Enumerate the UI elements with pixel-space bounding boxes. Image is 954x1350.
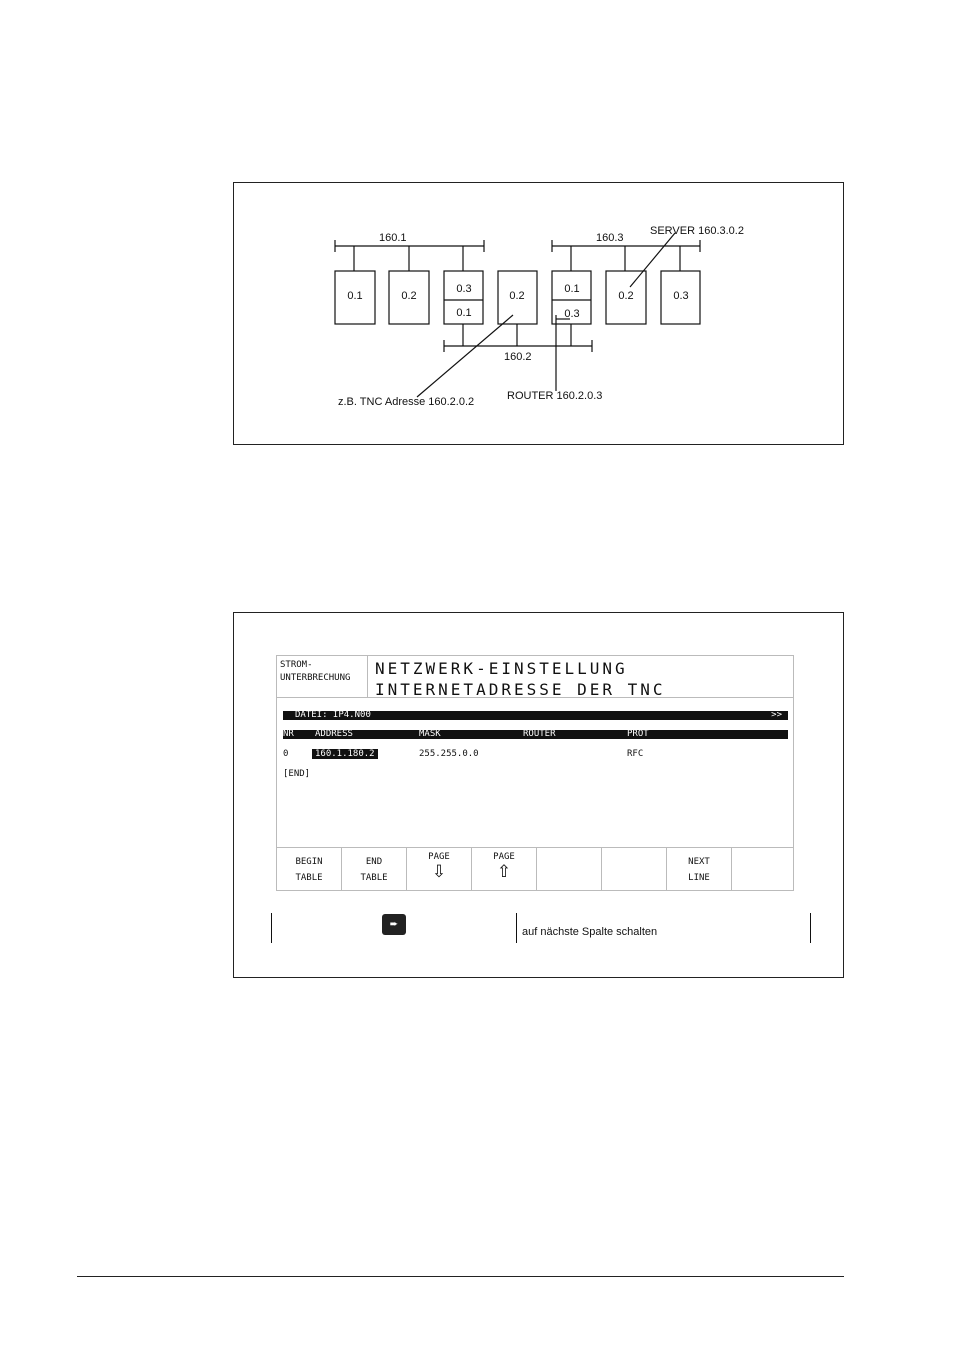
cell-mask[interactable]: 255.255.0.0 <box>419 749 479 759</box>
softkey-bar <box>276 847 794 891</box>
softkey-label: LINE <box>688 873 710 883</box>
arrow-right-icon: ➨ <box>382 914 406 935</box>
column-header-address: ADDRESS <box>315 730 353 739</box>
operating-mode <box>277 656 368 698</box>
node-label: 0.3 <box>673 290 689 302</box>
node-label: 0.3 <box>456 283 472 295</box>
node-label: 0.1 <box>564 283 580 295</box>
footer-rule <box>77 1276 844 1277</box>
tnc-screen-figure <box>233 612 844 978</box>
divider <box>271 913 272 943</box>
softkey-label: END <box>365 857 383 867</box>
bus-label-160-1: 160.1 <box>379 232 407 244</box>
end-marker: [END] <box>283 769 311 779</box>
softkey-label: BEGIN <box>295 857 323 867</box>
node-label: 0.1 <box>456 307 472 319</box>
arrow-down-icon: ⇩ <box>431 862 447 882</box>
more-columns-indicator: >> <box>771 711 782 720</box>
mode-line-2: UNTERBRECHUNG <box>280 673 351 683</box>
column-header-mask: MASK <box>419 730 441 739</box>
begin-table-softkey[interactable] <box>277 848 342 890</box>
page-up-softkey[interactable] <box>472 848 537 890</box>
softkey-label: PAGE <box>493 852 515 862</box>
cell-address-active[interactable]: 160.1.180.2 <box>312 749 378 759</box>
network-diagram-figure <box>233 182 844 445</box>
divider <box>516 913 517 943</box>
empty-softkey[interactable] <box>602 848 667 890</box>
node-label: 0.3 <box>564 308 580 320</box>
softkey-label: NEXT <box>688 857 710 867</box>
node-label: 0.2 <box>509 290 525 302</box>
node-label: 0.1 <box>347 290 363 302</box>
file-bar <box>283 711 788 720</box>
empty-softkey[interactable] <box>537 848 602 890</box>
file-label: DATEI: IP4.N00 <box>295 711 371 720</box>
divider <box>810 913 811 943</box>
empty-softkey[interactable] <box>732 848 793 890</box>
softkey-label: TABLE <box>295 873 323 883</box>
softkey-label: PAGE <box>428 852 450 862</box>
server-label: SERVER 160.3.0.2 <box>650 225 744 237</box>
node-label: 0.2 <box>401 290 417 302</box>
title-line-2: INTERNETADRESSE DER TNC <box>375 680 666 699</box>
softkey-label: TABLE <box>360 873 388 883</box>
node-label: 0.2 <box>618 290 634 302</box>
screen-title <box>368 656 793 698</box>
column-header-router: ROUTER <box>523 730 556 739</box>
next-line-softkey[interactable] <box>667 848 732 890</box>
arrow-up-icon: ⇧ <box>496 862 512 882</box>
key-description-row <box>271 913 811 943</box>
end-table-softkey[interactable] <box>342 848 407 890</box>
title-line-1: NETZWERK-EINSTELLUNG <box>375 659 628 678</box>
column-header-bar <box>283 730 788 739</box>
network-diagram <box>234 183 843 444</box>
bus-label-160-2: 160.2 <box>504 351 532 363</box>
tnc-address-label: z.B. TNC Adresse 160.2.0.2 <box>338 396 475 408</box>
column-header-prot: PROT <box>627 730 649 739</box>
cell-prot[interactable]: RFC <box>627 749 644 759</box>
bus-label-160-3: 160.3 <box>596 232 624 244</box>
mode-line-1: STROM- <box>280 660 313 670</box>
key-description: auf nächste Spalte schalten <box>522 926 658 938</box>
router-label: ROUTER 160.2.0.3 <box>507 390 603 402</box>
page-down-softkey[interactable] <box>407 848 472 890</box>
column-header-nr: NR <box>283 730 294 739</box>
cell-nr: 0 <box>283 749 289 759</box>
